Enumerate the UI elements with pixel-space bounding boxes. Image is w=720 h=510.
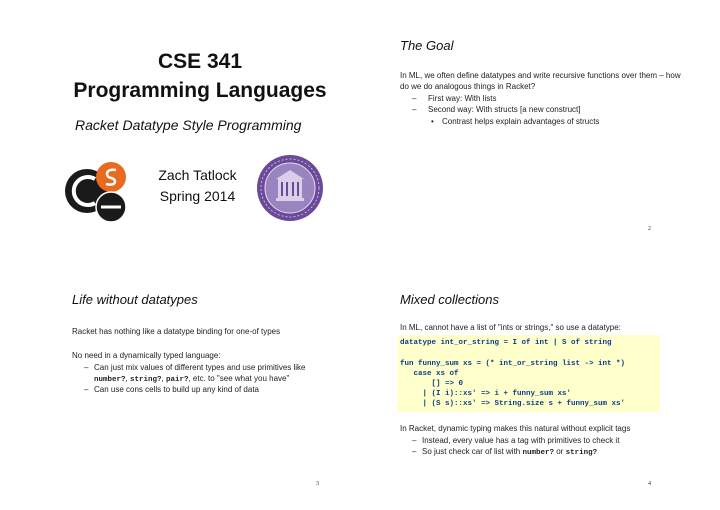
slide-4-bullet-1: Instead, every value has a tag with primitives to check it xyxy=(422,436,620,445)
slide-4-page-number: 4 xyxy=(648,481,651,487)
slide-3-bullet-1-continuation: number?, string?, pair?, etc. to "see what you have" xyxy=(94,374,290,384)
slide-2-subbullet: Contrast helps explain advantages of structs xyxy=(442,117,600,126)
slide-4-after-text: In Racket, dynamic typing makes this natural without explicit tags xyxy=(400,424,631,433)
author-name: Zach Tatlock xyxy=(158,167,237,183)
code-number-pred-2: number? xyxy=(522,449,554,457)
slide-3-bullet-2-marker: – xyxy=(84,385,89,394)
slide-2-bullet-2-marker: – xyxy=(412,105,417,114)
slide-3-line-1: Racket has nothing like a datatype binding for one-of types xyxy=(72,327,281,336)
term-label: Spring 2014 xyxy=(159,188,236,204)
slide-4-bullet-2-text: So just check car of list with xyxy=(422,447,523,456)
university-seal-icon xyxy=(256,154,324,222)
code-number-pred: number? xyxy=(94,376,126,384)
code-string-pred: string? xyxy=(129,376,162,384)
code-line-7: | (S s)::xs' => String.size s + funny_sum xs' xyxy=(400,400,626,408)
course-name-title: Programming Languages xyxy=(73,79,327,102)
slide-2-bullet-1: First way: With lists xyxy=(428,94,497,103)
slide-4-bullet-1-marker: – xyxy=(412,436,417,445)
course-code-title: CSE 341 xyxy=(157,50,243,73)
code-line-5: [] => 0 xyxy=(400,380,464,388)
slide-4-heading: Mixed collections xyxy=(400,292,499,307)
slide-3-bullet-2: Can use cons cells to build up any kind of data xyxy=(94,385,259,394)
code-line-6: | (I i)::xs' => i + funny_sum xs' xyxy=(400,390,572,398)
slide-2-page-number: 2 xyxy=(648,226,651,232)
slide-2-bullet-2: Second way: With structs [a new construct] xyxy=(428,105,581,114)
code-string-pred-2: string? xyxy=(565,449,598,457)
slide-2-heading: The Goal xyxy=(400,38,454,53)
slide-3-bullet-1-tail: , etc. to "see what you have" xyxy=(188,374,290,383)
slide-4-bullet-2-marker: – xyxy=(412,447,417,456)
cse-logo-icon xyxy=(65,155,137,227)
slide-4-bullet-2-mid: or xyxy=(554,447,566,456)
code-pair-pred: pair? xyxy=(165,376,189,384)
slide-3-bullet-1-marker: – xyxy=(84,363,89,372)
slide-3-heading: Life without datatypes xyxy=(72,292,198,307)
slide-2-subbullet-marker: • xyxy=(431,117,434,126)
slide-3-page-number: 3 xyxy=(316,481,319,487)
slide-3-line-2: No need in a dynamically typed language: xyxy=(72,351,221,360)
slide-2-bullet-1-marker: – xyxy=(412,94,417,103)
code-line-1: datatype int_or_string = I of int | S of string xyxy=(400,339,612,347)
slide-4-bullet-2 xyxy=(422,446,597,459)
slide-3-bullet-1: Can just mix values of different types and use primitives like xyxy=(94,363,306,372)
lecture-subtitle: Racket Datatype Style Programming xyxy=(75,117,302,133)
slide-2-intro: In ML, we often define datatypes and write recursive functions over them – how do we do analogous things in Racket? xyxy=(400,71,681,91)
code-line-3: fun funny_sum xs = (* int_or_string list -> int *) xyxy=(400,360,626,368)
code-line-4: case xs of xyxy=(400,370,459,378)
slide-4-intro: In ML, cannot have a list of "ints or strings," so use a datatype: xyxy=(400,323,621,332)
